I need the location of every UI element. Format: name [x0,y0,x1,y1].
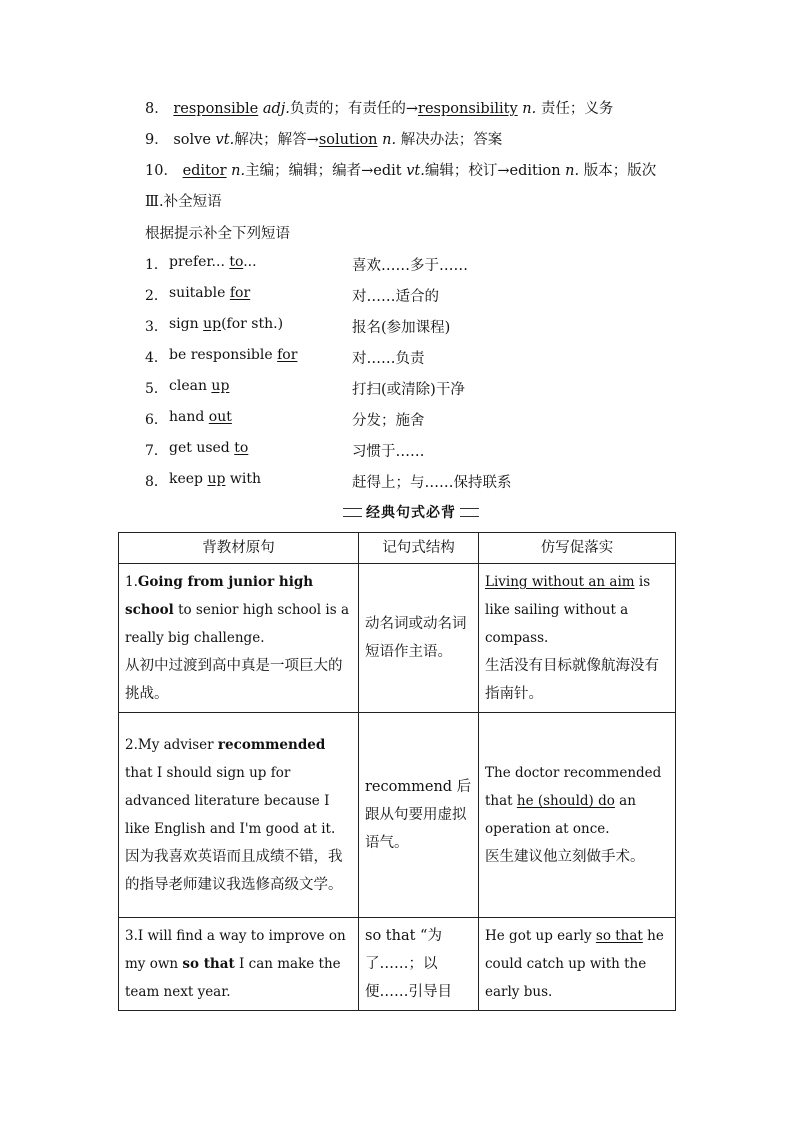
structure-note [359,564,479,713]
phrase-chinese: 报名(参加课程) [352,320,451,336]
key-phrase: so that [182,956,235,972]
vocab-word: responsible [173,101,259,117]
structure-text: so that “为了……；以便……引导目 [365,928,452,1000]
section-instruction: 根据提示补全下列短语 [145,226,290,242]
phrase-answer: out [208,409,232,425]
sentence-pre: The doctor recommended that [485,765,662,809]
vocab-word: solve [173,132,211,148]
phrase-answer: up [211,378,230,394]
phrase-answer: up [207,471,226,487]
sentence-pre: 2.My adviser [125,737,218,753]
phrase-pre: keep [169,471,204,487]
sentence-pre: 3.I will find a way to improve on my own [125,928,346,972]
table-row [119,564,676,713]
phrase-num: 8． [145,474,168,490]
vocab-dmeaning: 解决办法；答案 [400,132,503,148]
vocab-num: 10． [145,163,178,179]
phrase-chinese: 习惯于…… [352,444,425,460]
answer-blank: he (should) do [516,793,615,809]
vocab-dmeaning: 责任；义务 [540,101,614,117]
phrase-answer: for [229,285,251,301]
phrase-pre: sign [169,316,199,332]
phrase-post: (for sth.) [221,316,284,332]
vocab-pos: n. [231,163,246,179]
original-sentence [119,713,359,918]
phrase-english [169,254,257,270]
section-banner [343,503,479,521]
vocab-derived: responsibility [418,101,518,117]
phrase-answer: to [229,254,244,270]
phrase-num: 3． [145,319,168,335]
phrase-pre: get used [169,440,230,456]
sentence-table [118,532,676,1011]
phrase-pre: suitable [169,285,226,301]
section-title: Ⅲ.补全短语 [145,194,222,210]
vocab-num: 9． [145,132,169,148]
vocab-line-9 [145,128,502,149]
answer-blank: Living without an aim [485,574,635,590]
table-header-row [119,533,676,564]
vocab-meaning: 负责的；有责任的→ [289,101,419,117]
sentence-translation: 生活没有目标就像航海没有指南针。 [485,658,659,702]
phrase-num: 6． [145,412,168,428]
vocab-derived: solution [318,132,378,148]
phrase-answer: to [234,440,249,456]
vocab-pos: adj. [262,101,290,117]
vocab-word: editor [182,163,227,179]
header-imitation: 仿写促落实 [479,533,676,564]
phrase-num: 7． [145,443,168,459]
header-original: 背教材原句 [119,533,359,564]
structure-note [359,713,479,918]
original-sentence [119,918,359,1011]
phrase-chinese: 打扫(或清除)干净 [352,382,465,398]
original-sentence [119,564,359,713]
vocab-line-10 [145,159,656,180]
sentence-translation: 因为我喜欢英语而且成绩不错，我的指导老师建议我选修高级文学。 [125,849,343,893]
phrase-post: with [229,471,262,487]
vocab-num: 8． [145,101,169,117]
sentence-rest: I can make the team next year. [125,956,341,1000]
phrase-chinese: 分发；施舍 [352,413,425,429]
table-row [119,713,676,918]
phrase-post: ... [243,254,257,270]
table-row [119,918,676,1011]
phrase-chinese: 喜欢……多于…… [352,258,468,274]
key-phrase: Going from junior high school [125,574,314,618]
imitation-sentence [479,713,676,918]
imitation-sentence [479,918,676,1011]
phrase-pre: hand [169,409,205,425]
sentence-rest: to senior high school is a really big challenge. [125,602,349,646]
phrase-english [169,347,297,363]
phrase-num: 5． [145,381,168,397]
sentence-pre: He got up early [485,928,596,944]
vocab-meaning: 解决；解答→ [234,132,319,148]
vocab-dpos: n. [522,101,537,117]
sentence-rest: an operation at once. [485,793,636,837]
vocab-pos: vt. [215,132,235,148]
phrase-answer: for [277,347,298,363]
answer-blank: so that [595,928,643,944]
banner-left-bar [343,508,362,517]
sentence-translation: 医生建议他立刻做手术。 [485,849,645,865]
key-phrase: recommended [217,737,326,753]
banner-right-bar [460,508,479,517]
phrase-num: 4． [145,350,168,366]
structure-text: recommend 后跟从句要用虚拟语气。 [365,779,472,851]
vocab-line-8 [145,97,613,118]
header-structure: 记句式结构 [359,533,479,564]
phrase-english [169,409,232,425]
phrase-english [169,285,250,301]
phrase-english [169,378,229,394]
phrase-pre: prefer... [169,254,225,270]
phrase-chinese: 对……适合的 [352,289,439,305]
sentence-translation: 从初中过渡到高中真是一项巨大的挑战。 [125,658,343,702]
sentence-rest: that I should sign up for advanced literature because I like English and I'm good at it. [125,765,336,837]
structure-note [359,918,479,1011]
phrase-chinese: 赶得上；与……保持联系 [352,475,512,491]
phrase-num: 1． [145,257,168,273]
phrase-english [169,471,261,487]
structure-text: 动名词或动名词短语作主语。 [365,616,467,660]
phrase-pre: be responsible [169,347,273,363]
phrase-answer: up [203,316,222,332]
row-num: 1. [125,574,138,590]
phrase-chinese: 对……负责 [352,351,425,367]
vocab-dpos: n. [565,163,580,179]
vocab-meaning2: 编辑；校订→edition [424,163,561,179]
phrase-english [169,316,283,332]
phrase-english [169,440,248,456]
vocab-meaning: 主编；编辑；编者→edit [245,163,402,179]
banner-text: 经典句式必背 [366,505,456,521]
phrase-pre: clean [169,378,207,394]
phrase-num: 2． [145,288,168,304]
vocab-pos2: vt. [406,163,425,179]
sentence-rest: is like sailing without a compass. [485,574,651,646]
imitation-sentence [479,564,676,713]
sentence-rest: he could catch up with the early bus. [485,928,664,1000]
vocab-dpos: n. [382,132,397,148]
vocab-dmeaning: 版本；版次 [583,163,657,179]
